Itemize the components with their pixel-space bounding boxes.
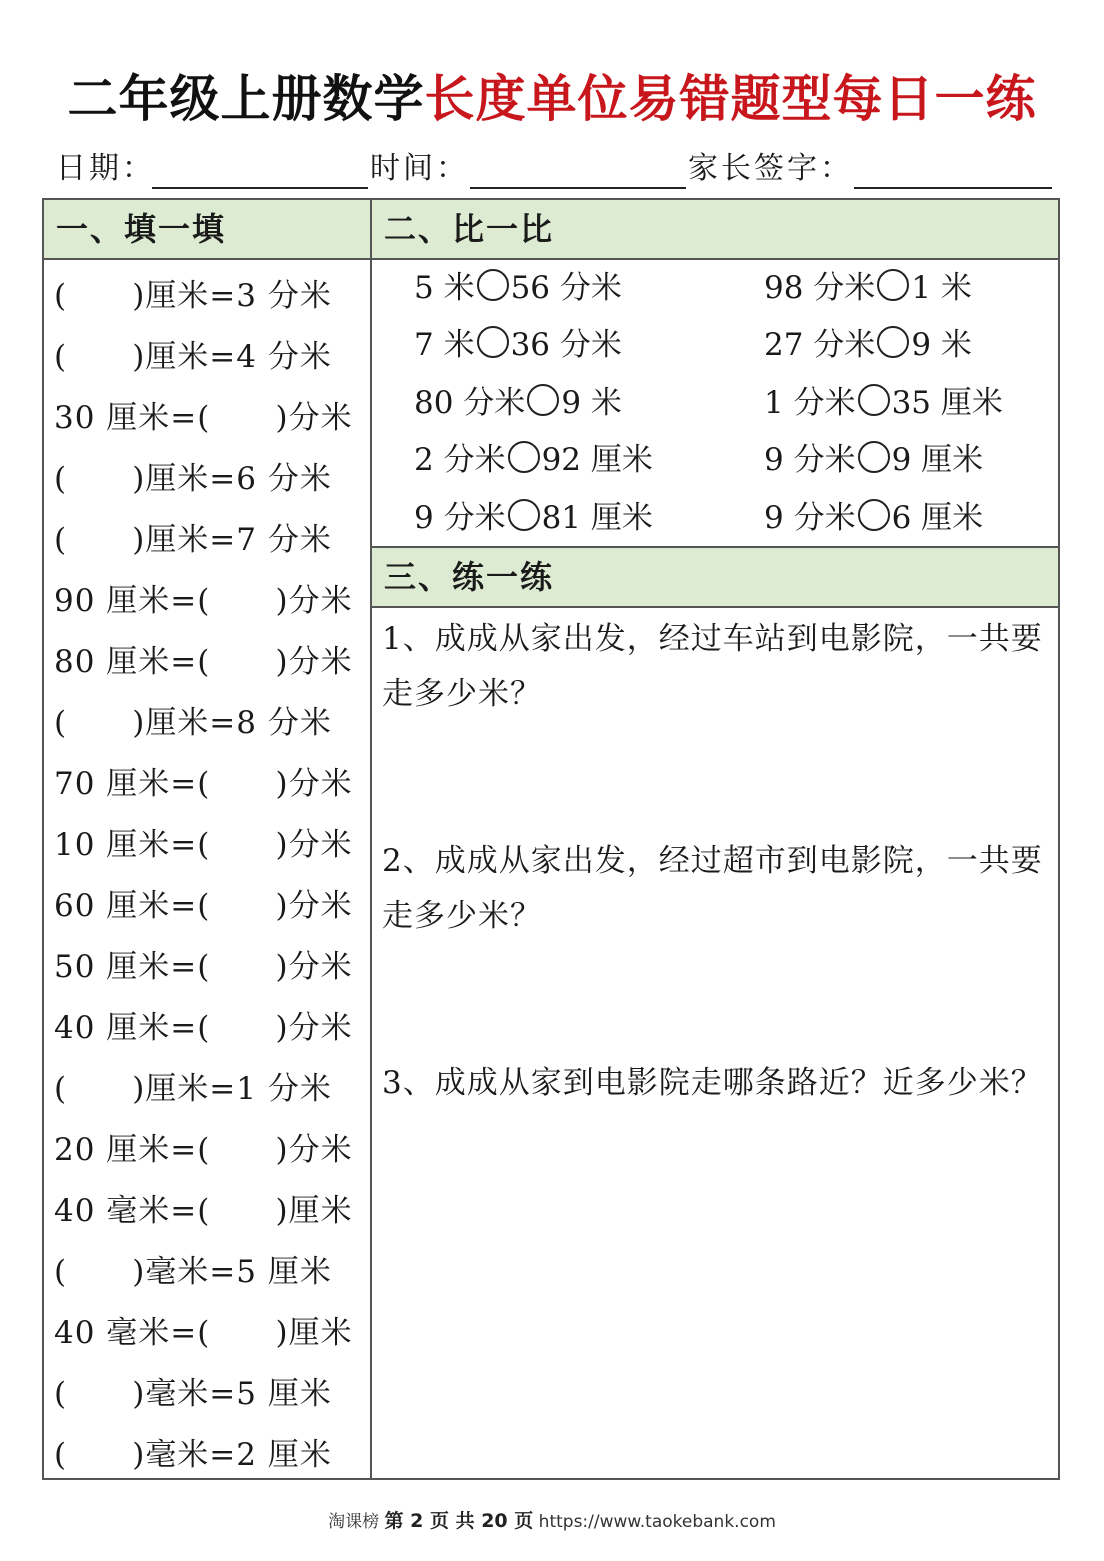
compare-item: 2 分米 92 厘米 — [414, 442, 653, 478]
section2-header: 二、比一比 — [372, 200, 1058, 260]
question-3: 3、成成从家到电影院走哪条路近？近多少米？ — [382, 1065, 1043, 1101]
compare-circle[interactable] — [858, 499, 890, 531]
section1-header: 一、填一填 — [44, 200, 370, 260]
title-part1: 二年级上册数学 — [67, 70, 425, 128]
sign-label: 家长签字： — [688, 151, 853, 186]
date-blank — [152, 187, 368, 189]
compare-item: 9 分米 81 厘米 — [414, 500, 653, 536]
fill-row: 70 厘米=( )分米 — [54, 766, 353, 802]
compare-circle[interactable] — [877, 326, 909, 358]
fill-row: ( )厘米=4 分米 — [54, 339, 332, 375]
fill-row: ( )厘米=3 分米 — [54, 278, 332, 314]
section3-header: 三、练一练 — [372, 548, 1058, 608]
fill-row: ( )厘米=7 分米 — [54, 522, 332, 558]
compare-circle[interactable] — [477, 269, 509, 301]
question-2: 2、成成从家出发，经过超市到电影院，一共要走多少米？ — [382, 843, 1043, 934]
compare-item: 7 米 36 分米 — [414, 327, 622, 363]
compare-item: 9 分米 9 厘米 — [764, 442, 984, 478]
fill-row: 30 厘米=( )分米 — [54, 400, 353, 436]
question-1: 1、成成从家出发，经过车站到电影院，一共要走多少米？ — [382, 621, 1043, 712]
time-label: 时间： — [370, 151, 469, 186]
compare-circle[interactable] — [508, 441, 540, 473]
sign-blank — [854, 187, 1052, 189]
page-number: 第 2 页 共 20 页 — [384, 1510, 534, 1532]
fill-row: 20 厘米=( )分米 — [54, 1132, 353, 1168]
fill-row: 40 毫米=( )厘米 — [54, 1315, 353, 1351]
compare-item: 80 分米 9 米 — [414, 385, 622, 421]
fill-row: ( )毫米=2 厘米 — [54, 1437, 332, 1473]
fill-row: ( )毫米=5 厘米 — [54, 1254, 332, 1290]
fill-row: 40 厘米=( )分米 — [54, 1010, 353, 1046]
compare-circle[interactable] — [858, 441, 890, 473]
compare-item: 1 分米 35 厘米 — [764, 385, 1003, 421]
column-divider — [370, 198, 372, 1480]
fill-row: ( )厘米=8 分米 — [54, 705, 332, 741]
watermark-url[interactable]: https://www.taokebank.com — [538, 1512, 776, 1532]
compare-circle[interactable] — [858, 384, 890, 416]
info-row — [56, 148, 1052, 190]
title-part2: 长度单位易错题型每日一练 — [424, 70, 1037, 128]
fill-row: ( )厘米=6 分米 — [54, 461, 332, 497]
fill-row: 40 毫米=( )厘米 — [54, 1193, 353, 1229]
fill-row: 90 厘米=( )分米 — [54, 583, 353, 619]
fill-row: 10 厘米=( )分米 — [54, 827, 353, 863]
fill-row: ( )厘米=1 分米 — [54, 1071, 332, 1107]
date-label: 日期： — [56, 151, 155, 186]
compare-circle[interactable] — [877, 269, 909, 301]
fill-row: ( )毫米=5 厘米 — [54, 1376, 332, 1412]
fill-row: 80 厘米=( )分米 — [54, 644, 353, 680]
fill-row: 50 厘米=( )分米 — [54, 949, 353, 985]
compare-item: 98 分米 1 米 — [764, 270, 972, 306]
page-title — [0, 62, 1104, 136]
page-footer — [0, 1506, 1104, 1533]
compare-circle[interactable] — [477, 326, 509, 358]
time-blank — [470, 187, 686, 189]
compare-item: 9 分米 6 厘米 — [764, 500, 984, 536]
compare-circle[interactable] — [527, 384, 559, 416]
compare-item: 5 米 56 分米 — [414, 270, 622, 306]
compare-circle[interactable] — [508, 499, 540, 531]
compare-item: 27 分米 9 米 — [764, 327, 972, 363]
watermark-left: 淘课榜 — [328, 1512, 380, 1532]
fill-row: 60 厘米=( )分米 — [54, 888, 353, 924]
